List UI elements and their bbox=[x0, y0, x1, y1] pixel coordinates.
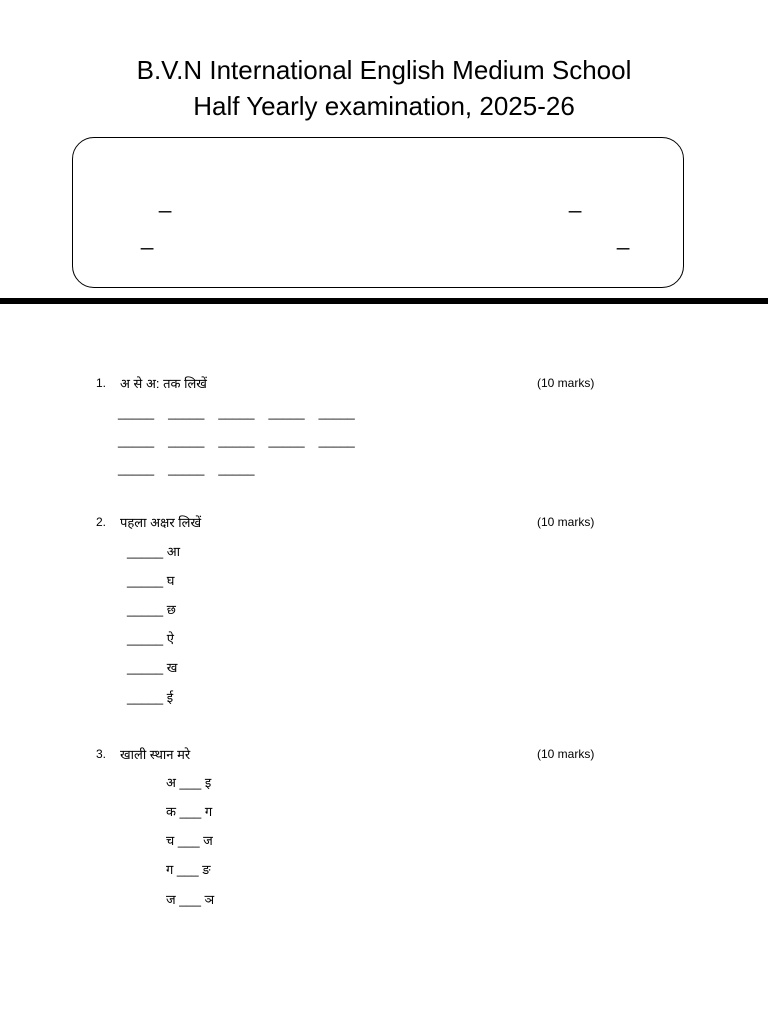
question-number: 1. bbox=[96, 376, 107, 390]
info-dash-3: _ bbox=[141, 225, 154, 250]
blank-row bbox=[118, 461, 268, 476]
question-item: _____ ऐ bbox=[127, 631, 174, 646]
info-dash-1: _ bbox=[159, 188, 172, 213]
question-item: _____ छ bbox=[127, 602, 176, 617]
question-item: च ___ ज bbox=[166, 833, 213, 848]
question-marks: (10 marks) bbox=[537, 515, 595, 529]
question-item: ज ___ ञ bbox=[166, 892, 215, 907]
answer-blank: _____ bbox=[218, 461, 255, 476]
answer-blank: _____ bbox=[168, 405, 205, 420]
question-text: अ से अ: तक लिखें bbox=[120, 376, 207, 391]
question-text: खाली स्थान मरे bbox=[120, 747, 191, 762]
answer-blank: _____ bbox=[218, 405, 255, 420]
answer-blank: _____ bbox=[268, 405, 305, 420]
question-item: क ___ ग bbox=[166, 804, 213, 819]
question-marks: (10 marks) bbox=[537, 376, 595, 390]
info-dash-4: _ bbox=[617, 225, 630, 250]
blank-row bbox=[118, 405, 369, 420]
answer-blank: _____ bbox=[318, 405, 355, 420]
student-info-box bbox=[72, 137, 684, 288]
answer-blank: _____ bbox=[168, 433, 205, 448]
answer-blank: _____ bbox=[118, 433, 155, 448]
question-item: _____ ई bbox=[127, 690, 174, 705]
answer-blank: _____ bbox=[168, 461, 205, 476]
info-dash-2: _ bbox=[569, 188, 582, 213]
question-item: _____ ख bbox=[127, 660, 178, 675]
question-item: अ ___ इ bbox=[166, 775, 212, 790]
exam-title: Half Yearly examination, 2025-26 bbox=[193, 91, 575, 121]
answer-blank: _____ bbox=[218, 433, 255, 448]
question-text: पहला अक्षर लिखें bbox=[120, 515, 202, 530]
question-marks: (10 marks) bbox=[537, 747, 595, 761]
question-number: 3. bbox=[96, 747, 107, 761]
answer-blank: _____ bbox=[268, 433, 305, 448]
question-number: 2. bbox=[96, 515, 107, 529]
question-item: _____ घ bbox=[127, 573, 175, 588]
answer-blank: _____ bbox=[118, 405, 155, 420]
question-item: _____ आ bbox=[127, 544, 181, 559]
answer-blank: _____ bbox=[118, 461, 155, 476]
answer-blank: _____ bbox=[318, 433, 355, 448]
blank-row bbox=[118, 433, 369, 448]
page-header bbox=[0, 52, 768, 124]
school-name: B.V.N International English Medium School bbox=[136, 55, 632, 85]
question-item: ग ___ ङ bbox=[166, 862, 211, 877]
header-divider bbox=[0, 298, 768, 304]
